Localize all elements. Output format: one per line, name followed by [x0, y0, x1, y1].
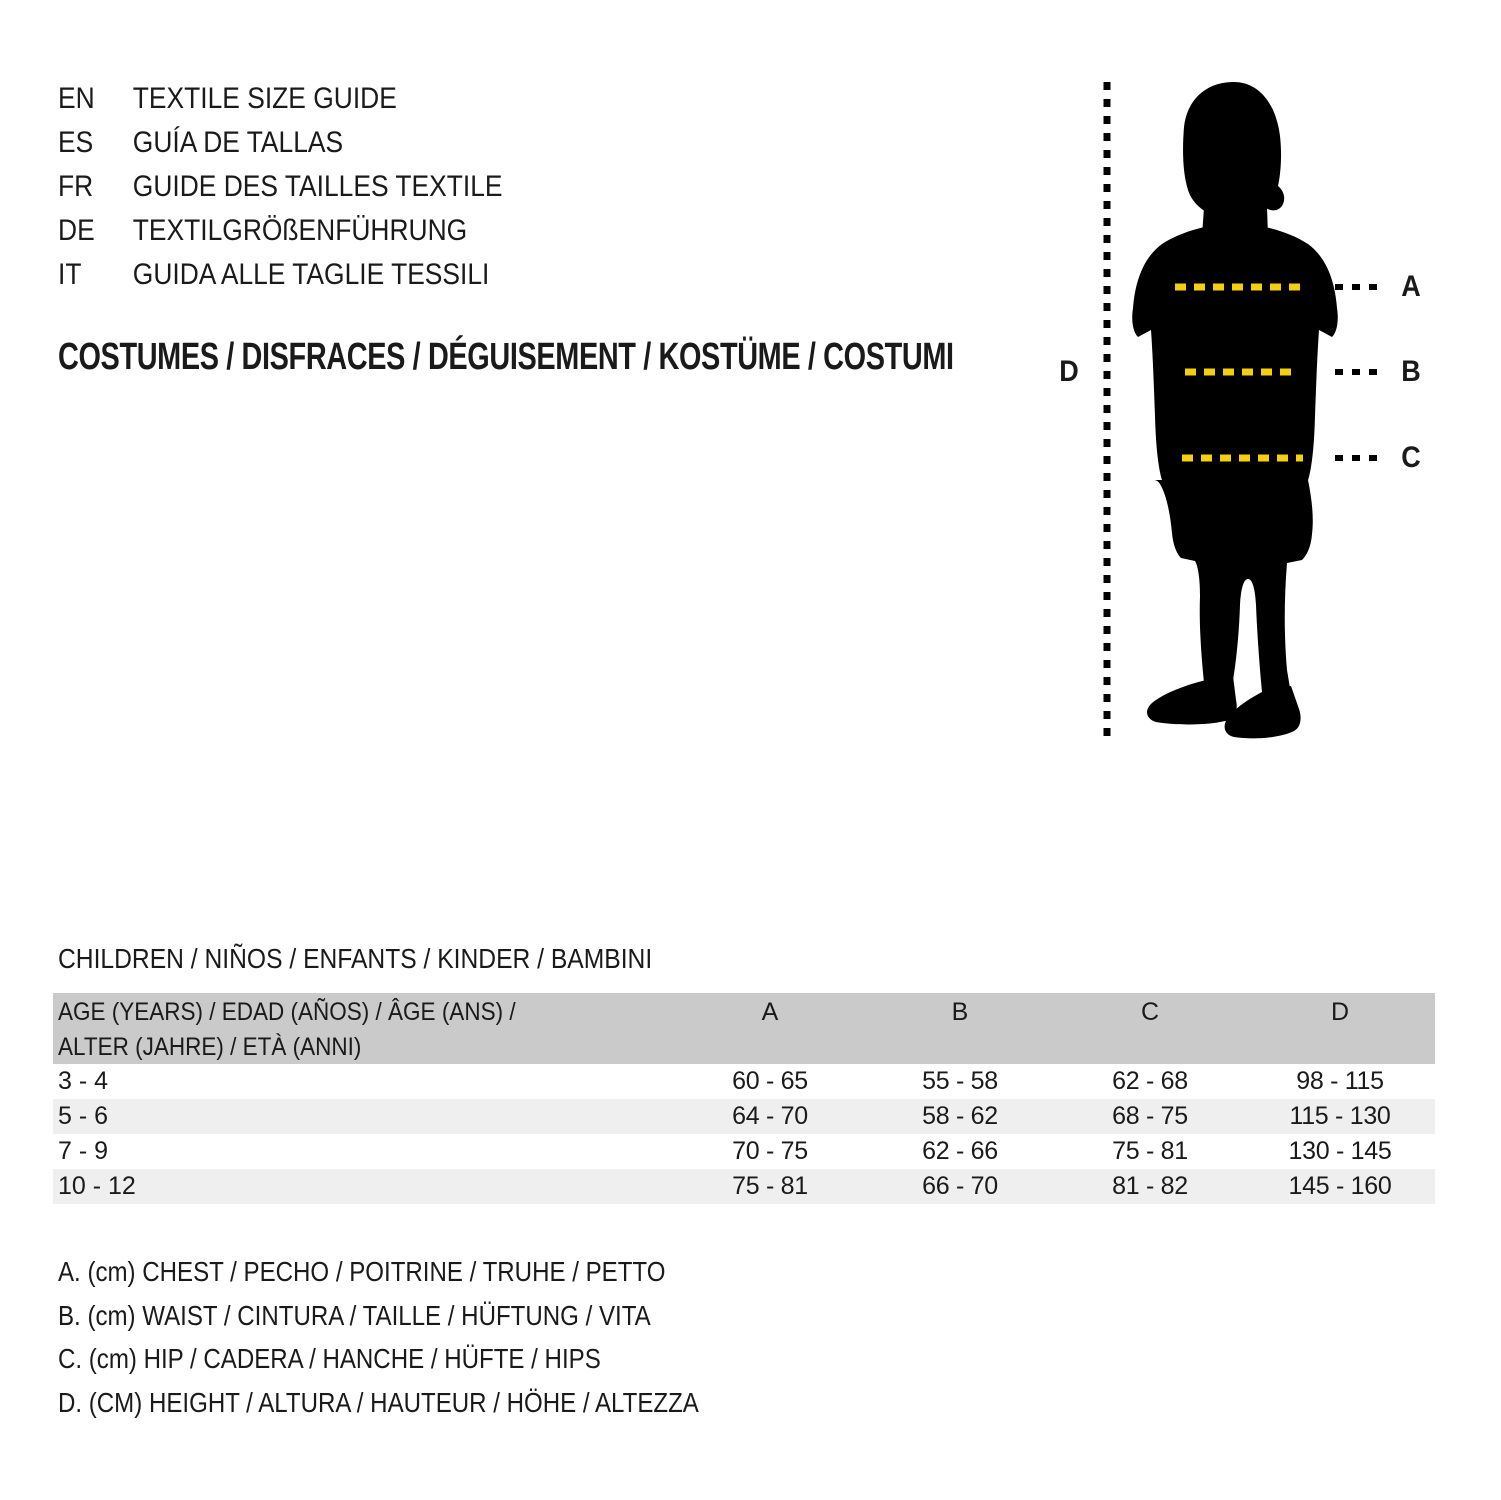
- chest-cell: 75 - 81: [732, 1172, 808, 1200]
- lang-label: GUIDA ALLE TAGLIE TESSILI: [132, 258, 490, 291]
- section-title-children: CHILDREN / NIÑOS / ENFANTS / KINDER / BAMBINI: [58, 943, 653, 974]
- size-table: [53, 993, 1435, 1204]
- hip-cell: 68 - 75: [1112, 1102, 1188, 1130]
- height-cell: 130 - 145: [1288, 1137, 1392, 1165]
- age-cell: 7 - 9: [58, 1137, 109, 1165]
- age-cell: 3 - 4: [58, 1067, 109, 1095]
- category-title: COSTUMES / DISFRACES / DÉGUISEMENT / KOSTÜME / COSTUMI: [58, 336, 954, 378]
- chest-cell: 64 - 70: [732, 1102, 808, 1130]
- child-silhouette: [1132, 82, 1338, 738]
- waist-cell: 58 - 62: [922, 1102, 998, 1130]
- legend-hip: C. (cm) HIP / CADERA / HANCHE / HÜFTE / HIPS: [58, 1343, 601, 1374]
- hip-cell: 81 - 82: [1112, 1172, 1188, 1200]
- child-silhouette-icon: [1040, 60, 1500, 760]
- measurement-figure: [1040, 60, 1500, 760]
- lang-label: GUÍA DE TALLAS: [132, 126, 344, 159]
- chest-cell: 60 - 65: [732, 1067, 808, 1095]
- height-cell: 115 - 130: [1289, 1102, 1391, 1130]
- table-row: [53, 1099, 1435, 1134]
- chest-cell: 70 - 75: [732, 1137, 808, 1165]
- legend-chest: A. (cm) CHEST / PECHO / POITRINE / TRUHE / PETTO: [58, 1256, 666, 1287]
- lang-row-it: [58, 253, 503, 297]
- marker-label-b: B: [1401, 355, 1421, 388]
- age-header-line1: AGE (YEARS) / EDAD (AÑOS) / ÂGE (ANS) /: [58, 998, 516, 1026]
- table-header-row: [53, 993, 1435, 1064]
- column-header-a: A: [761, 998, 779, 1026]
- language-title-list: [58, 77, 563, 297]
- waist-cell: 66 - 70: [922, 1172, 998, 1200]
- silhouette-right-shoe: [1225, 686, 1301, 738]
- lang-code: FR: [58, 170, 94, 203]
- lang-code: DE: [58, 214, 95, 247]
- lang-label: TEXTILGRÖßENFÜHRUNG: [132, 214, 468, 247]
- age-cell: 10 - 12: [58, 1172, 136, 1200]
- hip-cell: 62 - 68: [1112, 1067, 1188, 1095]
- lang-code: ES: [58, 126, 94, 159]
- lang-row-es: [58, 121, 503, 165]
- legend-height: D. (CM) HEIGHT / ALTURA / HAUTEUR / HÖHE / ALTEZZA: [58, 1386, 699, 1418]
- legend-waist: B. (cm) WAIST / CINTURA / TAILLE / HÜFTUNG / VITA: [58, 1299, 651, 1331]
- lang-row-de: [58, 209, 503, 253]
- marker-label-d: D: [1059, 355, 1079, 388]
- table-row: [53, 1134, 1435, 1169]
- age-cell: 5 - 6: [58, 1102, 109, 1130]
- lang-code: EN: [58, 82, 95, 115]
- hip-cell: 75 - 81: [1112, 1137, 1188, 1165]
- silhouette-torso: [1132, 223, 1338, 494]
- age-column-header: [53, 993, 675, 1064]
- height-cell: 98 - 115: [1296, 1067, 1384, 1095]
- table-row: [53, 1064, 1435, 1099]
- waist-cell: 62 - 66: [922, 1137, 998, 1165]
- height-cell: 145 - 160: [1288, 1172, 1392, 1200]
- marker-label-a: A: [1401, 270, 1421, 303]
- measurement-legend: [58, 1250, 803, 1424]
- lang-row-en: [58, 77, 503, 121]
- table-row: [53, 1169, 1435, 1204]
- column-header-b: B: [951, 998, 969, 1026]
- waist-cell: 55 - 58: [922, 1067, 998, 1095]
- column-header-d: D: [1330, 998, 1350, 1026]
- lang-label: TEXTILE SIZE GUIDE: [132, 82, 397, 115]
- silhouette-left-shoe: [1147, 676, 1237, 724]
- lang-row-fr: [58, 165, 503, 209]
- silhouette-shorts-legs: [1154, 480, 1313, 692]
- column-header-c: C: [1140, 998, 1160, 1026]
- lang-label: GUIDE DES TAILLES TEXTILE: [132, 170, 503, 203]
- age-header-line2: ALTER (JAHRE) / ETÀ (ANNI): [58, 1033, 362, 1061]
- lang-code: IT: [58, 258, 82, 291]
- marker-label-c: C: [1401, 441, 1421, 474]
